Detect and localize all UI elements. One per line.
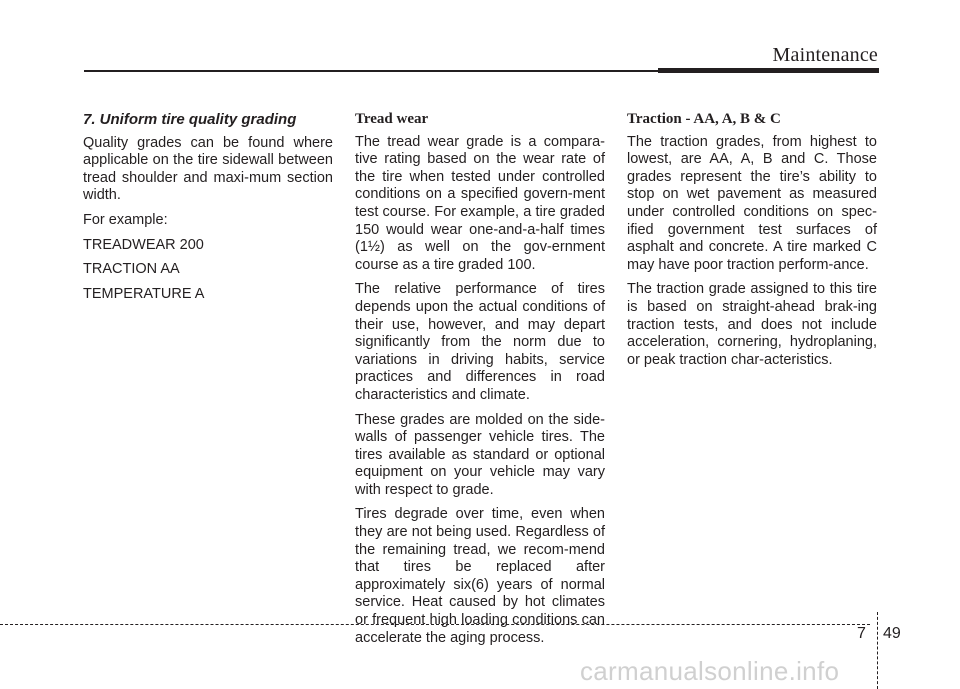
footer-rule	[0, 624, 870, 625]
example-temperature: TEMPERATURE A	[83, 285, 205, 302]
page-number: 49	[883, 625, 901, 642]
section-heading-traction: Traction - AA, A, B & C	[627, 111, 781, 127]
paragraph-intro: Quality grades can be found where applicable on the tire sidewall between tread shoulder and maxi-mum section width.	[83, 134, 333, 204]
footer-divider	[877, 612, 878, 689]
header-rule-thick	[658, 68, 879, 73]
chapter-number: 7	[857, 625, 866, 642]
watermark: carmanualsonline.info	[580, 656, 840, 686]
section-heading-uniform-grading: 7. Uniform tire quality grading	[83, 111, 297, 128]
example-treadwear: TREADWEAR 200	[83, 236, 204, 253]
column-3	[627, 111, 877, 376]
paragraph: These grades are molded on the side-walls of passenger vehicle tires. The tires available as standard or optional equipment on your vehicle may vary with respect to grade.	[355, 411, 605, 498]
section-heading-tread-wear: Tread wear	[355, 111, 429, 127]
paragraph: The relative performance of tires depends upon the actual conditions of their use, however, and may depart significantly from the norm due to variations in driving habits, service practices and differences in road characteristics and climate.	[355, 281, 605, 403]
page-header-title: Maintenance	[772, 44, 878, 66]
example-label: For example:	[83, 211, 168, 228]
paragraph: The traction grade assigned to this tire is based on straight-ahead brak-ing traction tests, and does not include acceleration, cornering, hydroplaning, or peak traction char-acteristics.	[627, 281, 877, 368]
header-rule-thin	[84, 70, 658, 72]
example-traction: TRACTION AA	[83, 261, 180, 278]
paragraph: The traction grades, from highest to lowest, are AA, A, B and C. Those grades represent the tire’s ability to stop on wet pavement as measured under controlled conditions on spec-ified government test surfaces of asphalt and concrete. A tire marked C may have poor traction perform-ance.	[627, 133, 877, 273]
paragraph: The tread wear grade is a compara-tive rating based on the wear rate of the tire when tested under controlled conditions on a specified govern-ment test course. For example, a tire graded 150 would wear one-and-a-half times (1½) as well on the gov-ernment course as a tire graded 100.	[355, 133, 605, 273]
column-2	[355, 111, 605, 654]
paragraph: Tires degrade over time, even when they are not being used. Regardless of the remaining tread, we recom-mend that tires be replaced after approximately six(6) years of normal service. Heat caused by hot climates or frequent high loading conditions can accelerate the aging process.	[355, 506, 605, 646]
column-1	[83, 111, 333, 310]
